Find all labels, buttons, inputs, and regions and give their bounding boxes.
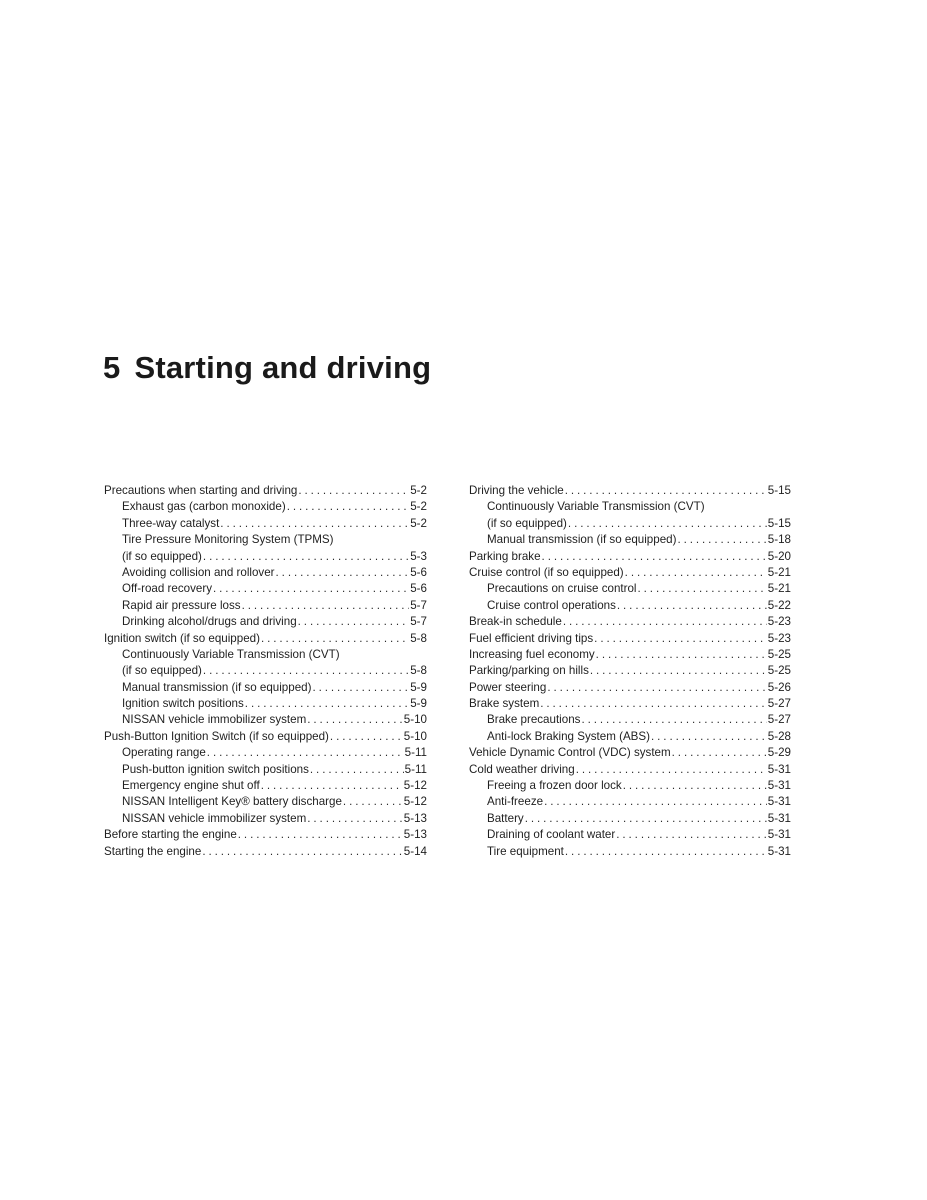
toc-entry[interactable]	[469, 745, 791, 761]
toc-entry-page: 5-27	[767, 713, 791, 727]
toc-entry[interactable]	[104, 729, 427, 745]
dot-leader	[245, 696, 409, 712]
toc-entry[interactable]	[469, 729, 791, 745]
toc-entry[interactable]	[104, 647, 427, 663]
toc-entry[interactable]	[104, 532, 427, 548]
dot-leader	[242, 598, 410, 614]
toc-entry-title: Tire equipment	[487, 844, 564, 858]
toc-entry-title: Before starting the engine	[104, 828, 237, 842]
toc-entry-page: 5-10	[403, 713, 427, 727]
dot-leader	[576, 762, 767, 778]
toc-entry[interactable]	[104, 745, 427, 761]
toc-entry-title: Battery	[487, 811, 524, 825]
toc-entry[interactable]	[469, 598, 791, 614]
toc-entry-page: 5-15	[767, 483, 791, 497]
chapter-title-text: Starting and driving	[134, 350, 432, 385]
toc-entry-title: Precautions when starting and driving	[104, 483, 298, 497]
dot-leader	[638, 581, 767, 597]
toc-entry-title: Driving the vehicle	[469, 483, 564, 497]
dot-leader	[651, 729, 767, 745]
toc-entry[interactable]	[469, 565, 791, 581]
toc-entry-page: 5-22	[767, 598, 791, 612]
toc-entry-title: Cold weather driving	[469, 762, 575, 776]
toc-entry[interactable]	[104, 811, 427, 827]
toc-entry-title: NISSAN vehicle immobilizer system	[122, 811, 307, 825]
dot-leader	[540, 696, 767, 712]
toc-entry-title: Tire Pressure Monitoring System (TPMS)	[122, 533, 334, 547]
toc-entry-title: (if so equipped)	[122, 549, 202, 563]
toc-entry-page: 5-6	[410, 565, 427, 579]
dot-leader	[565, 483, 767, 499]
toc-entry[interactable]	[469, 762, 791, 778]
toc-entry-title: Push-button ignition switch positions	[122, 762, 309, 776]
dot-leader	[547, 680, 766, 696]
toc-entry-title: Three-way catalyst	[122, 516, 220, 530]
toc-entry-page: 5-31	[767, 844, 791, 858]
toc-entry-title: (if so equipped)	[487, 516, 567, 530]
toc-entry-page: 5-21	[767, 565, 791, 579]
dot-leader	[202, 844, 402, 860]
dot-leader	[596, 647, 767, 663]
toc-entry-title: NISSAN vehicle immobilizer system	[122, 713, 307, 727]
dot-leader	[623, 778, 767, 794]
toc-entry-title: Exhaust gas (carbon monoxide)	[122, 500, 286, 514]
toc-entry-page: 5-9	[410, 680, 427, 694]
toc-entry[interactable]	[104, 794, 427, 810]
toc-entry-title: Starting the engine	[104, 844, 202, 858]
toc-entry-page: 5-12	[403, 779, 427, 793]
toc-entry[interactable]	[469, 483, 791, 499]
toc-entry-title: Operating range	[122, 746, 206, 760]
toc-entry[interactable]	[104, 762, 427, 778]
toc-entry-title: Increasing fuel economy	[469, 647, 595, 661]
toc-entry[interactable]	[104, 581, 427, 597]
toc-entry-title: Off-road recovery	[122, 582, 212, 596]
dot-leader	[672, 745, 767, 761]
toc-entry[interactable]	[469, 499, 791, 515]
toc-left-column	[104, 483, 427, 860]
dot-leader	[568, 516, 767, 532]
toc-entry-title: (if so equipped)	[122, 664, 202, 678]
dot-leader	[213, 581, 409, 597]
toc-entry[interactable]	[104, 549, 427, 565]
toc-entry-title: Push-Button Ignition Switch (if so equipped)	[104, 729, 329, 743]
dot-leader	[238, 827, 403, 843]
dot-leader	[207, 745, 404, 761]
dot-leader	[617, 598, 767, 614]
toc-entry-title: Emergency engine shut off	[122, 779, 260, 793]
toc-entry-title: NISSAN Intelligent Key® battery discharge	[122, 795, 342, 809]
toc-entry-title: Freeing a frozen door lock	[487, 779, 622, 793]
toc-entry[interactable]	[469, 680, 791, 696]
toc-entry-title: Continuously Variable Transmission (CVT)	[487, 500, 705, 514]
toc-entry-title: Brake system	[469, 697, 540, 711]
toc-entry[interactable]	[104, 680, 427, 696]
toc-entry-page: 5-25	[767, 647, 791, 661]
toc-entry[interactable]	[469, 794, 791, 810]
dot-leader	[287, 499, 410, 515]
toc-entry[interactable]	[104, 844, 427, 860]
toc-entry-page: 5-31	[767, 795, 791, 809]
toc-entry-page: 5-15	[767, 516, 791, 530]
toc-entry-title: Ignition switch (if so equipped)	[104, 631, 260, 645]
toc-entry-title: Ignition switch positions	[122, 697, 244, 711]
toc-entry[interactable]	[104, 483, 427, 499]
dot-leader	[594, 631, 767, 647]
toc-entry-page: 5-28	[767, 729, 791, 743]
toc-entry[interactable]	[104, 663, 427, 679]
toc-entry-page: 5-23	[767, 615, 791, 629]
toc-entry[interactable]	[469, 516, 791, 532]
dot-leader	[563, 614, 767, 630]
toc-entry-title: Parking/parking on hills	[469, 664, 589, 678]
dot-leader	[330, 729, 403, 745]
dot-leader	[261, 778, 403, 794]
toc-entry-page: 5-7	[410, 615, 427, 629]
toc-entry-page: 5-31	[767, 828, 791, 842]
toc-entry-page: 5-11	[404, 762, 427, 776]
toc-entry[interactable]	[104, 565, 427, 581]
toc-entry[interactable]	[104, 696, 427, 712]
toc-entry[interactable]	[469, 647, 791, 663]
toc-entry[interactable]	[104, 598, 427, 614]
dot-leader	[203, 663, 409, 679]
toc-entry-title: Manual transmission (if so equipped)	[122, 680, 312, 694]
toc-entry[interactable]	[469, 614, 791, 630]
toc-entry[interactable]	[469, 811, 791, 827]
toc-entry[interactable]	[469, 778, 791, 794]
toc-entry-page: 5-6	[410, 582, 427, 596]
toc-entry[interactable]	[104, 499, 427, 515]
toc-entry[interactable]	[469, 631, 791, 647]
toc-entry[interactable]	[104, 712, 427, 728]
dot-leader	[276, 565, 410, 581]
toc-entry-page: 5-26	[767, 680, 791, 694]
toc-entry-title: Rapid air pressure loss	[122, 598, 241, 612]
toc-entry-page: 5-31	[767, 779, 791, 793]
dot-leader	[542, 549, 767, 565]
dot-leader	[310, 762, 404, 778]
dot-leader	[312, 680, 409, 696]
toc-entry-page: 5-25	[767, 664, 791, 678]
toc-entry[interactable]	[104, 631, 427, 647]
toc-entry[interactable]	[104, 516, 427, 532]
toc-entry-page: 5-21	[767, 582, 791, 596]
toc-entry-title: Avoiding collision and rollover	[122, 565, 275, 579]
dot-leader	[343, 794, 403, 810]
toc-entry-page: 5-31	[767, 762, 791, 776]
toc-entry-page: 5-13	[403, 828, 427, 842]
toc-entry[interactable]	[469, 581, 791, 597]
toc-entry[interactable]	[104, 827, 427, 843]
toc-entry-page: 5-8	[410, 631, 427, 645]
dot-leader	[525, 811, 767, 827]
dot-leader	[203, 549, 409, 565]
toc-entry[interactable]	[469, 696, 791, 712]
dot-leader	[544, 794, 767, 810]
toc-entry-title: Parking brake	[469, 549, 541, 563]
toc-entry-title: Fuel efficient driving tips	[469, 631, 594, 645]
toc-entry[interactable]	[104, 778, 427, 794]
dot-leader	[307, 712, 403, 728]
dot-leader	[616, 827, 767, 843]
toc-entry-title: Cruise control (if so equipped)	[469, 565, 624, 579]
toc-entry[interactable]	[104, 614, 427, 630]
dot-leader	[625, 565, 767, 581]
toc-entry[interactable]	[469, 712, 791, 728]
toc-entry-page: 5-10	[403, 729, 427, 743]
toc-entry[interactable]	[469, 844, 791, 860]
toc-entry[interactable]	[469, 532, 791, 548]
dot-leader	[307, 811, 403, 827]
dot-leader	[677, 532, 766, 548]
dot-leader	[261, 631, 409, 647]
toc-entry-page: 5-13	[403, 811, 427, 825]
toc-entry[interactable]	[469, 663, 791, 679]
toc-entry[interactable]	[469, 549, 791, 565]
toc-entry-page: 5-7	[410, 598, 427, 612]
toc-entry-title: Cruise control operations	[487, 598, 616, 612]
toc-entry-title: Precautions on cruise control	[487, 582, 637, 596]
toc-entry-page: 5-8	[410, 664, 427, 678]
toc-entry-page: 5-27	[767, 697, 791, 711]
toc-entry-page: 5-2	[410, 483, 427, 497]
toc-entry-title: Manual transmission (if so equipped)	[487, 533, 677, 547]
toc-entry-title: Break-in schedule	[469, 615, 562, 629]
toc-entry-page: 5-11	[404, 746, 427, 760]
toc-entry-title: Continuously Variable Transmission (CVT)	[122, 647, 340, 661]
toc-entry-page: 5-2	[410, 500, 427, 514]
toc-entry-page: 5-31	[767, 811, 791, 825]
toc-entry-page: 5-12	[403, 795, 427, 809]
toc-entry-title: Anti-freeze	[487, 795, 544, 809]
toc-entry-page: 5-3	[410, 549, 427, 563]
dot-leader	[298, 483, 409, 499]
dot-leader	[298, 614, 410, 630]
dot-leader	[220, 516, 409, 532]
toc-entry-title: Brake precautions	[487, 713, 581, 727]
toc-entry-page: 5-18	[767, 533, 791, 547]
toc-entry-title: Power steering	[469, 680, 547, 694]
toc-right-column	[469, 483, 791, 860]
toc-entry-title: Vehicle Dynamic Control (VDC) system	[469, 746, 671, 760]
toc-entry-page: 5-23	[767, 631, 791, 645]
dot-leader	[565, 844, 767, 860]
toc-entry-title: Anti-lock Braking System (ABS)	[487, 729, 651, 743]
chapter-number: 5	[103, 350, 121, 385]
chapter-title	[103, 350, 431, 386]
toc-entry-page: 5-9	[410, 697, 427, 711]
toc-entry-title: Draining of coolant water	[487, 828, 616, 842]
dot-leader	[581, 712, 766, 728]
toc-entry-page: 5-29	[767, 746, 791, 760]
toc-entry-page: 5-20	[767, 549, 791, 563]
toc-entry-page: 5-14	[403, 844, 427, 858]
dot-leader	[590, 663, 767, 679]
toc-entry-page: 5-2	[410, 516, 427, 530]
toc-entry[interactable]	[469, 827, 791, 843]
toc-entry-title: Drinking alcohol/drugs and driving	[122, 615, 297, 629]
